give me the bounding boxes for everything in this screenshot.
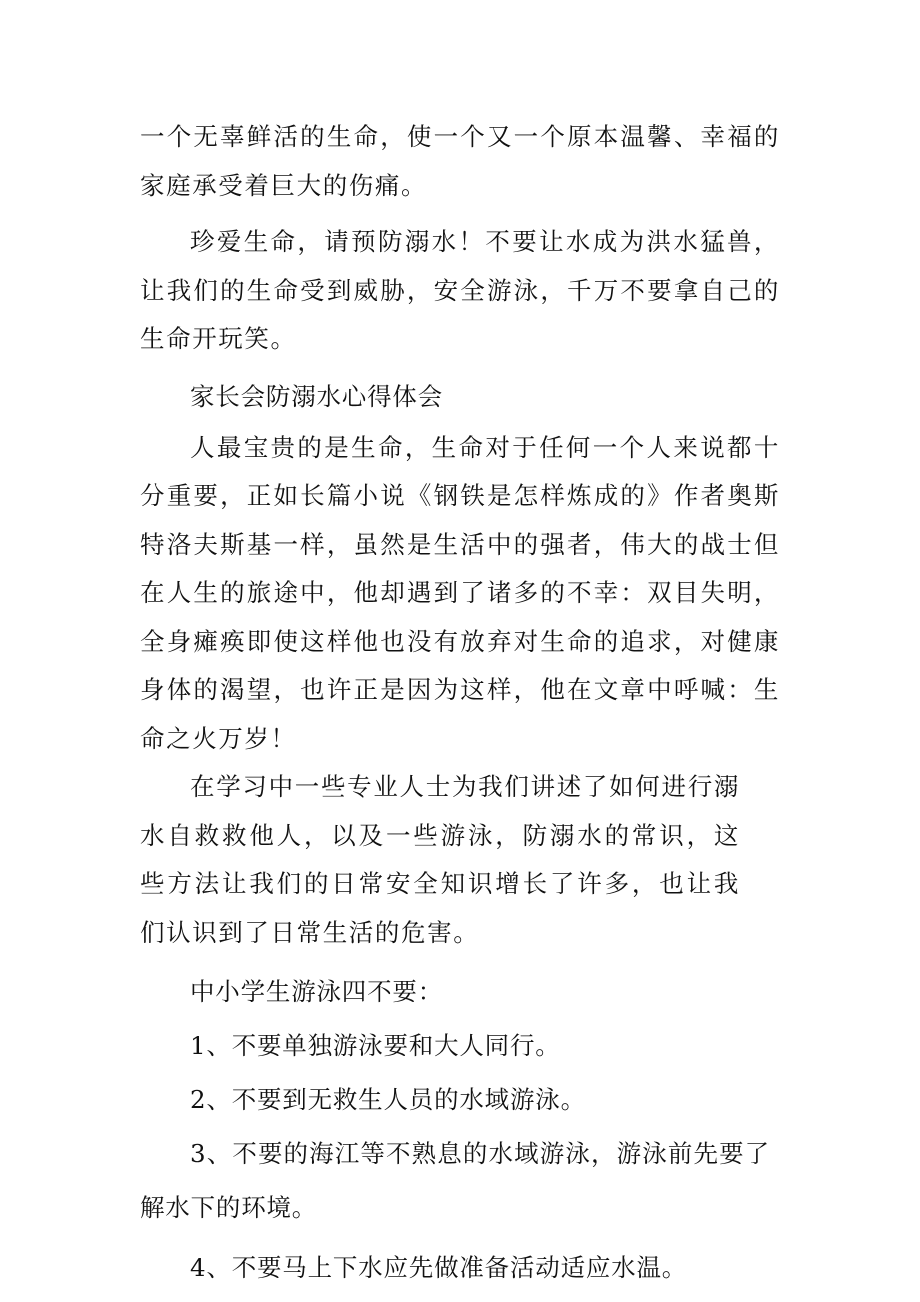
document-body xyxy=(140,113,780,1295)
list-item-2: 2、不要到无救生人员的水域游泳。 xyxy=(190,1085,586,1114)
list-heading: 中小学生游泳四不要： xyxy=(190,977,443,1006)
list-item-1: 1、不要单独游泳要和大人同行。 xyxy=(190,1031,561,1060)
list-item-4: 4、不要马上下水应先做准备活动适应水温。 xyxy=(190,1253,688,1282)
paragraph-cherish-life: 珍爱生命，请预防溺水！不要让水成为洪水猛兽，让我们的生命受到威胁，安全游泳，千万不要拿自己的生命开玩笑。 xyxy=(140,227,780,353)
paragraph-learning: 在学习中一些专业人士为我们讲述了如何进行溺水自救救他人，以及一些游泳，防溺水的常识，这些方法让我们的日常安全知识增长了许多，也让我们认识到了日常生活的危害。 xyxy=(140,772,740,947)
paragraph-life-precious: 人最宝贵的是生命，生命对于任何一个人来说都十分重要，正如长篇小说《钢铁是怎样炼成的》作者奥斯特洛夫斯基一样，虽然是生活中的强者，伟大的战士但在人生的旅途中，他却遇到了诸多的不幸：双目失明，全身瘫痪即使这样他也没有放弃对生命的追求，对健康身体的渴望，也许正是因为这样，他在文章中呼喊：生命之火万岁！ xyxy=(140,432,780,753)
section-heading: 家长会防溺水心得体会 xyxy=(190,381,443,411)
paragraph-continuation: 一个无辜鲜活的生命，使一个又一个原本温馨、幸福的家庭承受着巨大的伤痛。 xyxy=(140,122,780,200)
list-item-3: 3、不要的海江等不熟息的水域游泳，游泳前先要了解水下的环境。 xyxy=(140,1139,770,1222)
